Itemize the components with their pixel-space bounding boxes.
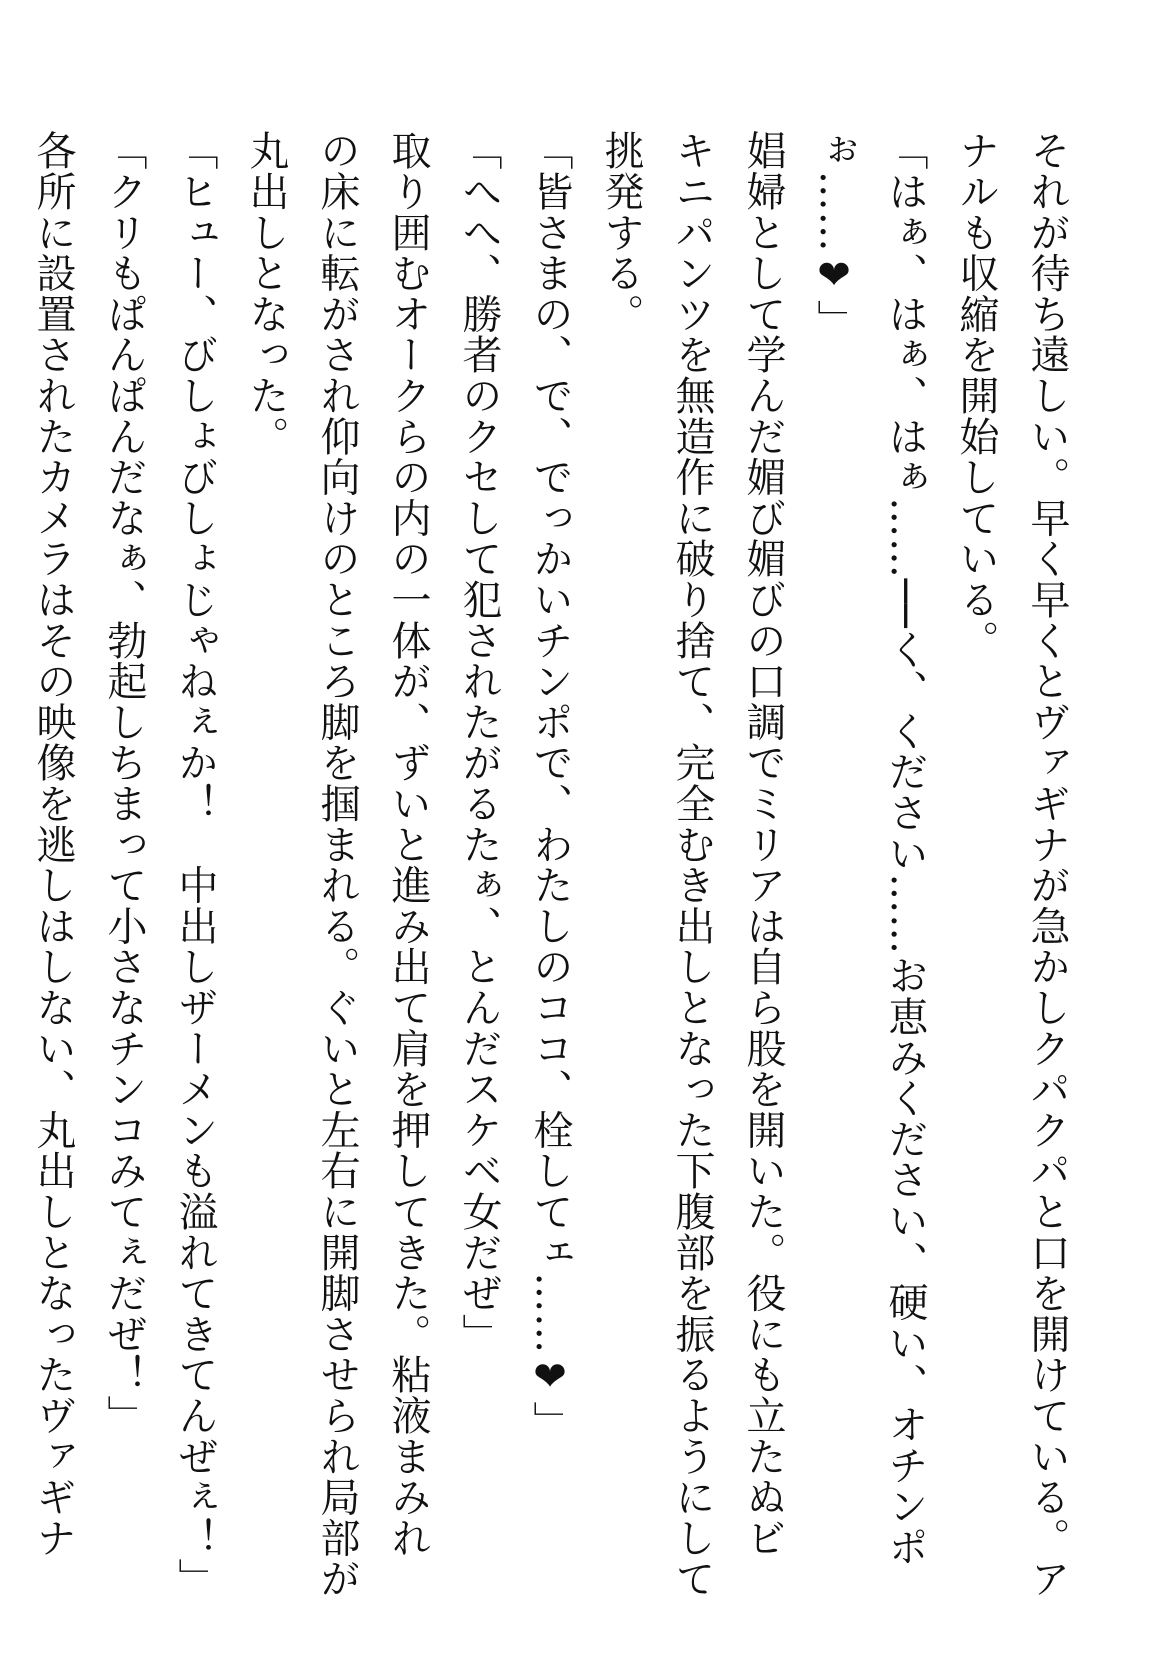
text-line: キニパンツを無造作に破り捨て、完全むき出しとなった下腹部を振るようにして bbox=[669, 130, 715, 1599]
text-line: 「へへ、勝者のクセして犯されたがるたぁ、とんだスケベ女だぜ」 bbox=[456, 130, 502, 1354]
text-line: 挑発する。 bbox=[598, 130, 644, 334]
text-line: それが待ち遠しい。早く早くとヴァギナが急かしクパクパと口を開けている。ア bbox=[1024, 130, 1070, 1599]
vertical-text-body bbox=[17, 130, 1082, 1599]
text-line: 「皆さまの、で、でっかいチンポで、わたしのココ、栓してェ……❤」 bbox=[527, 130, 573, 1442]
text-line: ぉ……❤」 bbox=[811, 130, 857, 340]
text-line: 取り囲むオークらの内の一体が、ずいと進み出て肩を押してきた。粘液まみれ bbox=[385, 130, 431, 1558]
text-line: 丸出しとなった。 bbox=[243, 130, 289, 457]
text-line: 娼婦として学んだ媚び媚びの口調でミリアは自ら股を開いた。役にも立たぬビ bbox=[740, 130, 786, 1558]
text-line: 「クリもぱんぱんだなぁ、勃起しちまって小さなチンコみてぇだぜ！」 bbox=[101, 130, 147, 1436]
text-line: 各所に設置されたカメラはその映像を逃しはしない、丸出しとなったヴァギナ bbox=[30, 130, 76, 1558]
text-line: 「はぁ、はぁ、はぁ……──く、ください……お恵みください、硬い、オチンポ bbox=[882, 130, 928, 1567]
text-line: ナルも収縮を開始している。 bbox=[953, 130, 999, 661]
text-line: 「ヒュー、びしょびしょじゃねぇか！ 中出しザーメンも溢れてきてんぜぇ！」 bbox=[172, 130, 218, 1599]
text-line: の床に転がされ仰向けのところ脚を掴まれる。ぐいと左右に開脚させられ局部が bbox=[314, 130, 360, 1599]
